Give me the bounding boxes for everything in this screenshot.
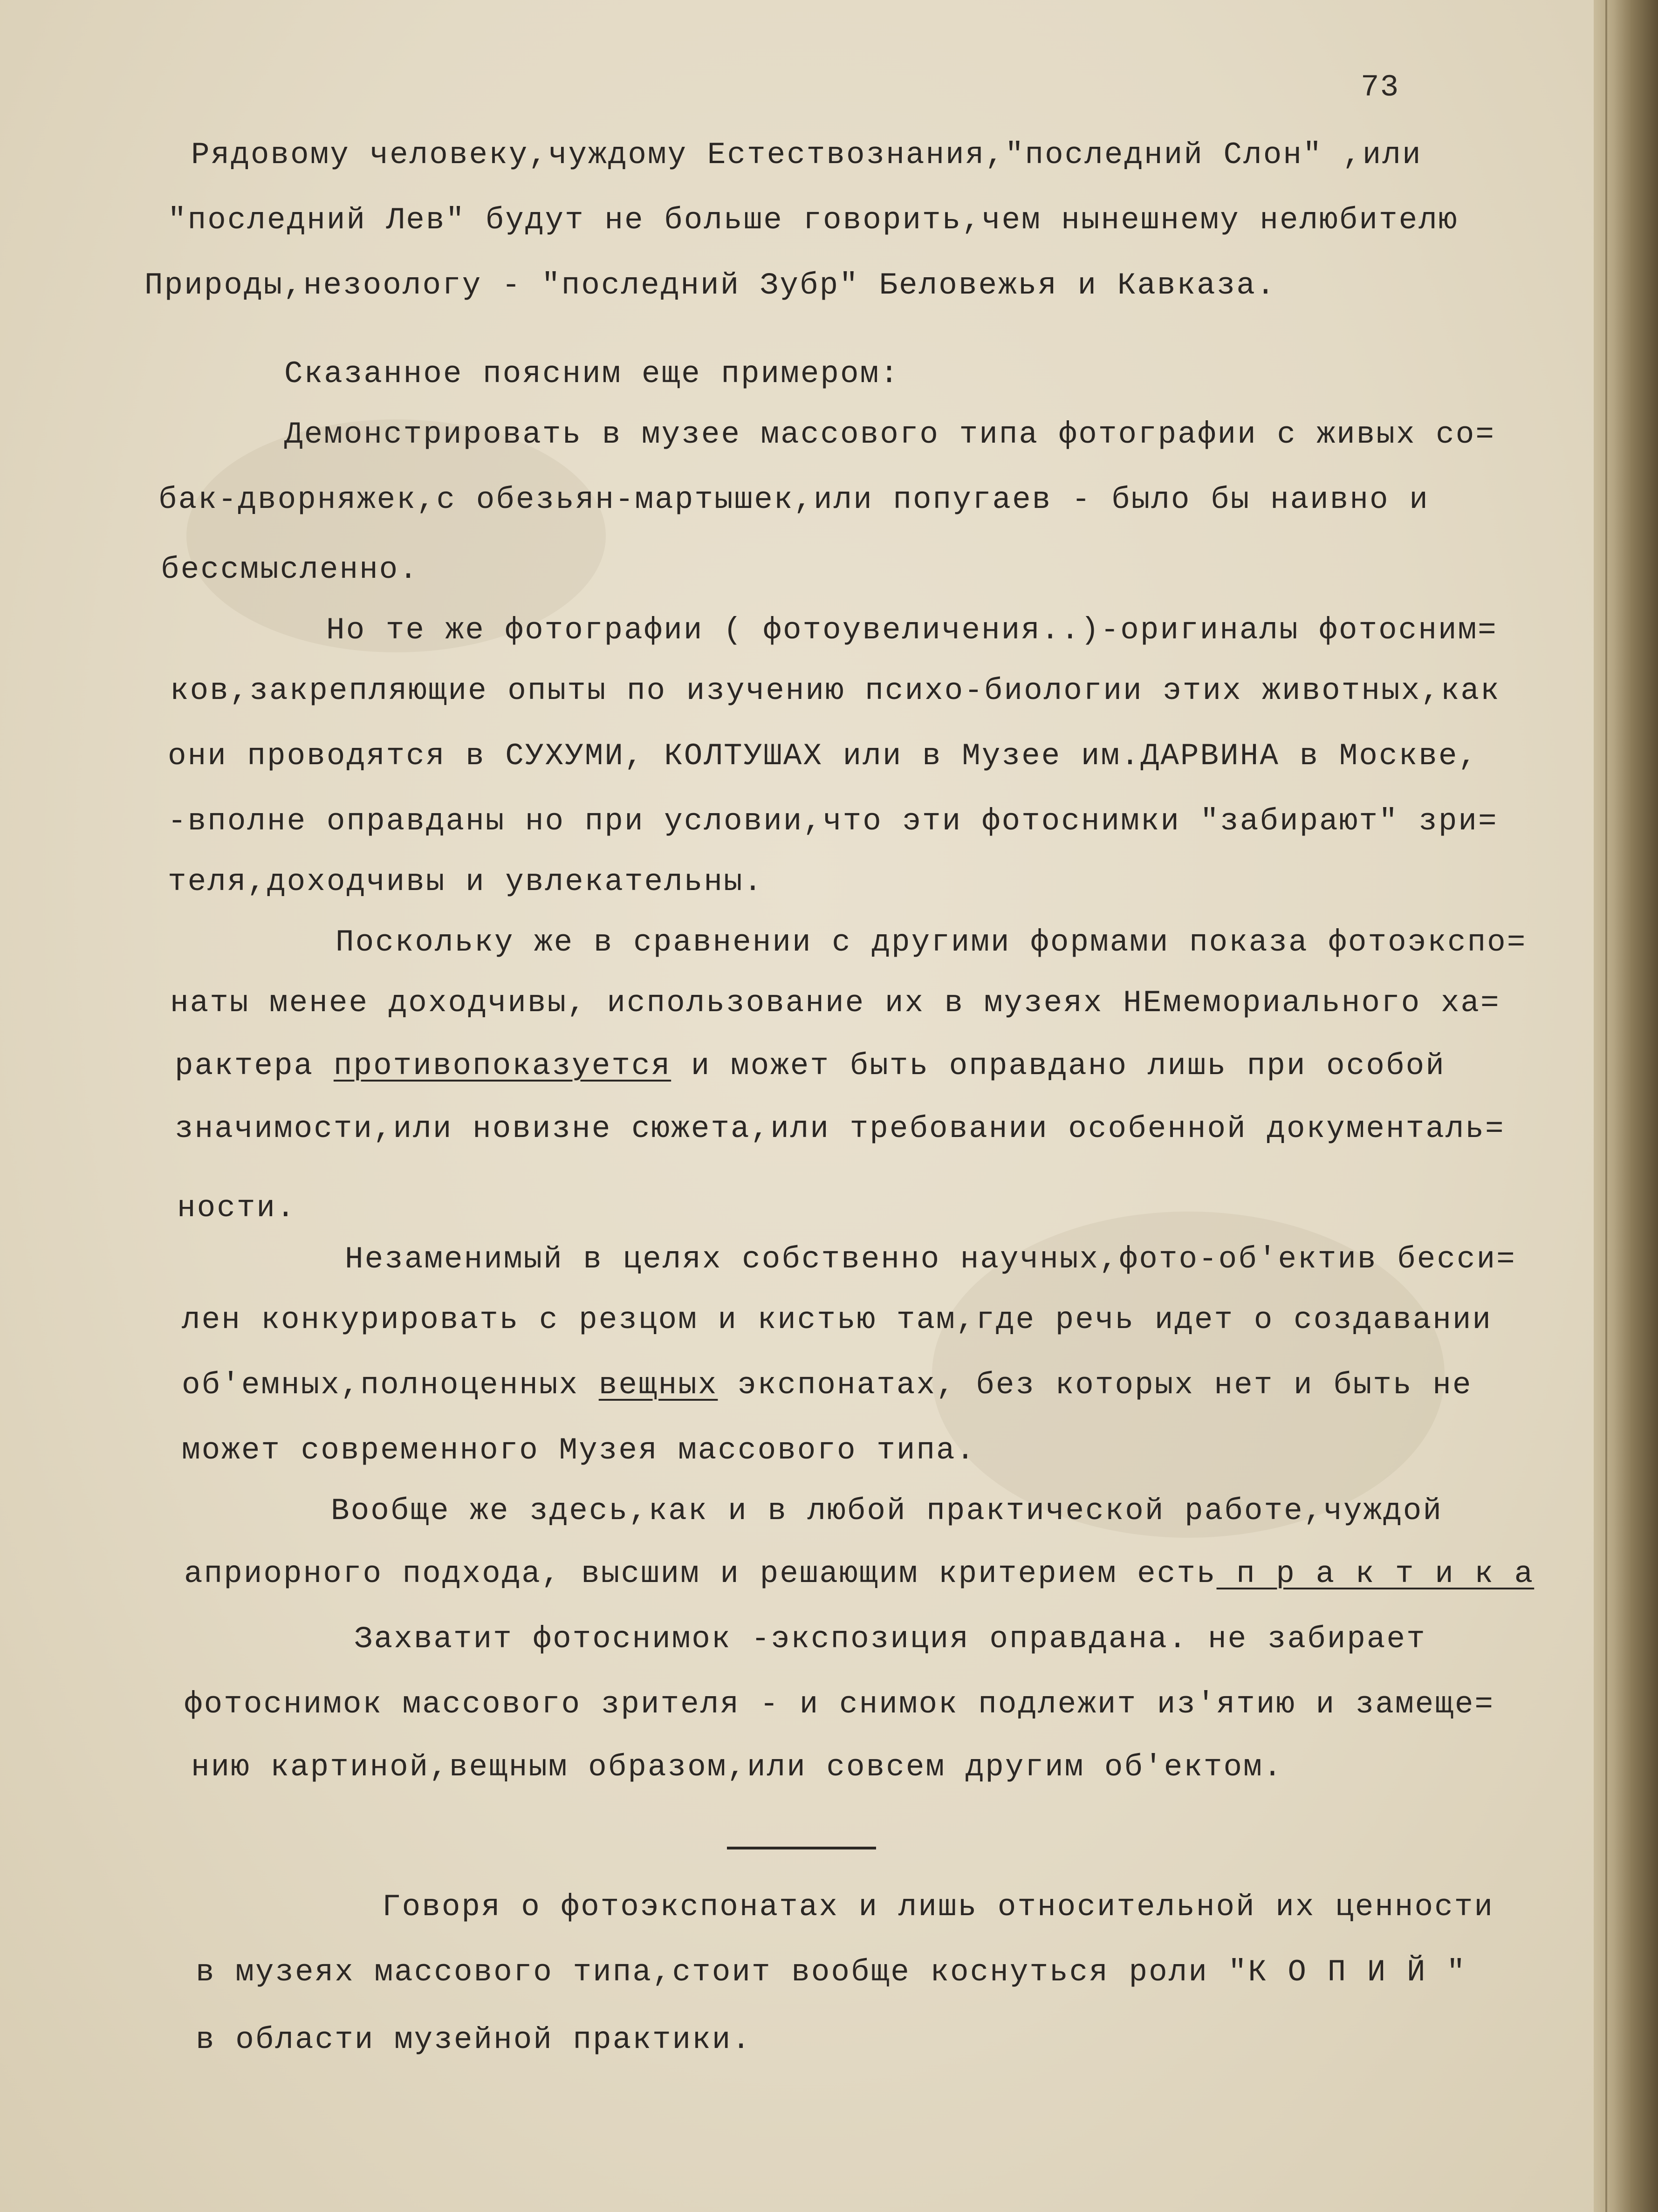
text-line: Сказанное поясним еще примером: — [284, 356, 900, 391]
text-line: Говоря о фотоэкспонатах и лишь относительной их ценности — [382, 1890, 1494, 1924]
text-line: об'емных,полноценных вещных экспонатах, без которых нет и быть не — [182, 1368, 1473, 1403]
text-line: может современного Музея массового типа. — [182, 1433, 976, 1468]
text-line: нию картиной,вещным образом,или совсем другим об'ектом. — [191, 1750, 1283, 1785]
text-line: Природы,незоологу - "последний Зубр" Беловежья и Кавказа. — [144, 268, 1276, 303]
text-line: априорного подхода, высшим и решающим критерием есть п р а к т и к а — [184, 1556, 1535, 1591]
text-line: фотоснимок массового зрителя - и снимок подлежит из'ятию и замеще= — [184, 1687, 1495, 1722]
text-line: Вообще же здесь,как и в любой практической работе,чуждой — [331, 1493, 1443, 1528]
text-line: в музеях массового типа,стоит вообще коснуться роли "К О П И Й " — [196, 1955, 1466, 1990]
book-binding-edge — [1594, 0, 1658, 2212]
text-line: ков,закрепляющие опыты по изучению психо-биологии этих животных,как — [170, 673, 1500, 708]
text-line: Захватит фотоснимок -экспозиция оправдана. не забирает — [354, 1622, 1426, 1657]
text-line: наты менее доходчивы, использование их в музеях НЕмемориального ха= — [170, 986, 1500, 1020]
page-number: 73 — [1361, 70, 1400, 105]
text-line: бак-дворняжек,с обезьян-мартышек,или попугаев - было бы наивно и — [158, 482, 1429, 517]
text-line: Рядовому человеку,чуждому Естествознания,"последний Слон" ,или — [191, 137, 1422, 172]
text-line: они проводятся в СУХУМИ, КОЛТУШАХ или в Музее им.ДАРВИНА в Москве, — [168, 739, 1479, 774]
text-line: Но те же фотографии ( фотоувеличения..)-оригиналы фотосним= — [326, 613, 1498, 648]
text-line: рактера противопоказуется и может быть оправдано лишь при особой — [175, 1048, 1446, 1083]
text-line: -вполне оправданы но при условии,что эти фотоснимки "забирают" зри= — [168, 804, 1498, 839]
text-line: теля,доходчивы и увлекательны. — [168, 864, 764, 899]
text-line: в области музейной практики. — [196, 2022, 752, 2057]
text-line: ности. — [177, 1191, 296, 1226]
binding-crease — [1605, 0, 1607, 2212]
text-line: "последний Лев" будут не больше говорить,чем нынешнему нелюбителю — [168, 203, 1459, 238]
text-line: Поскольку же в сравнении с другими формами показа фотоэкспо= — [336, 925, 1527, 960]
section-divider — [727, 1847, 876, 1849]
text-line: Демонстрировать в музее массового типа фотографии с живых со= — [284, 417, 1495, 452]
text-line: значимости,или новизне сюжета,или требовании особенной документаль= — [175, 1111, 1505, 1146]
text-line: Незаменимый в целях собственно научных,фото-об'ектив бесси= — [345, 1242, 1516, 1277]
text-line: лен конкурировать с резцом и кистью там,где речь идет о создавании — [182, 1302, 1493, 1337]
text-line: бессмысленно. — [161, 552, 419, 587]
